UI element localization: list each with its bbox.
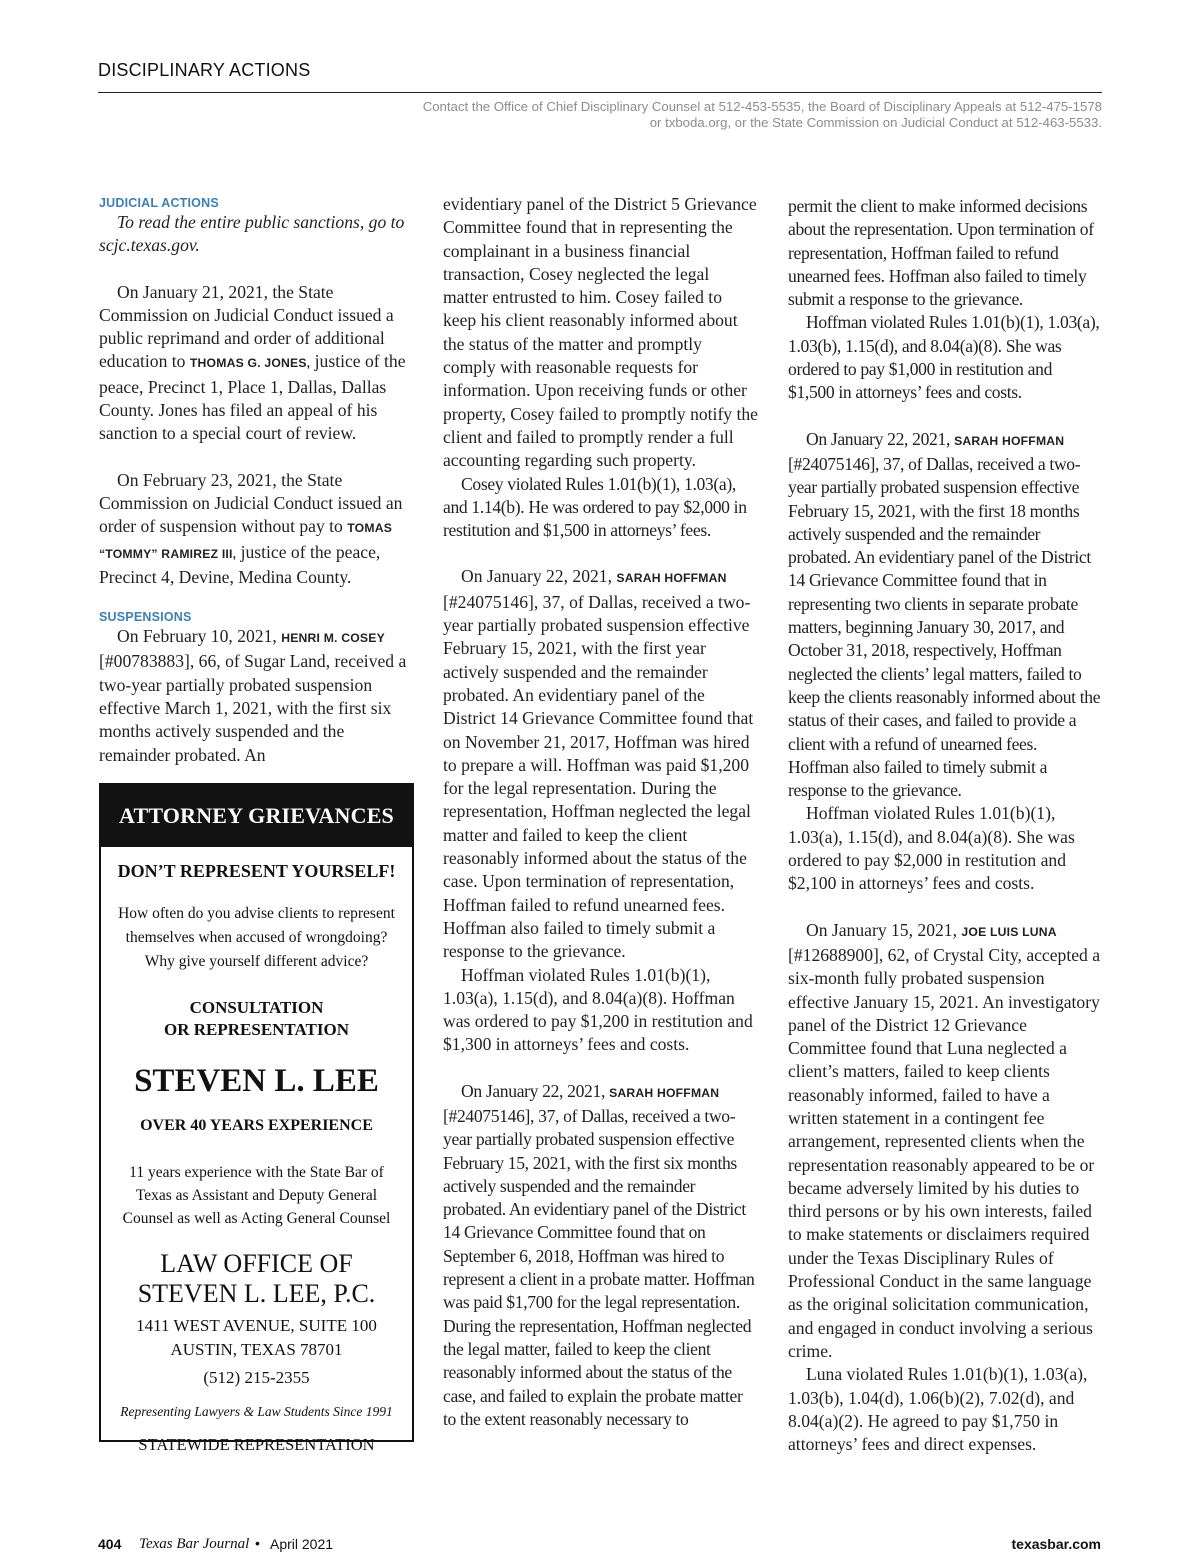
respondent-name: SARAH HOFFMAN xyxy=(954,433,1065,448)
column-middle xyxy=(443,193,758,1431)
ad-bio: 11 years experience with the State Bar of Texas as Assistant and Deputy General Counsel as well as Acting General Counsel xyxy=(122,1164,391,1227)
hoffman-continued: permit the client to make informed decisions about the representation. Upon termination of representation, Hoffman failed to refund unearned fees. Hoffman also failed to timely submit a response to the grievance. xyxy=(788,196,1094,310)
contact-info xyxy=(202,99,1102,131)
hoffman-violations-1: Hoffman violated Rules 1.01(b)(1), 1.03(a), 1.15(d), and 8.04(a)(8). Hoffman was ordered to pay $1,200 in restitution and $1,300 in attorneys’ fees and costs. xyxy=(443,964,753,1055)
respondent-name: JOE LUIS LUNA xyxy=(961,924,1057,939)
ad-services: CONSULTATION OR REPRESENTATION xyxy=(164,998,349,1039)
footer-bullet: • xyxy=(255,1535,260,1551)
respondent-name: TOMAS “TOMMY” RAMIREZ III, xyxy=(99,521,393,561)
respondent-name: THOMAS G. JONES, xyxy=(189,356,311,371)
ad-address: 1411 WEST AVENUE, SUITE 100 AUSTIN, TEXAS 78701 xyxy=(136,1316,377,1359)
luna-violations: Luna violated Rules 1.01(b)(1), 1.03(a), 1.03(b), 1.04(d), 1.06(b)(2), 7.02(d), and 8.04(a)(2). He agreed to pay $1,750 in attorneys’ fees and direct expenses. xyxy=(788,1364,1088,1455)
ad-question: How often do you advise clients to represent themselves when accused of wrongdoing? Why give yourself different advice? xyxy=(118,905,395,970)
ad-coverage: STATEWIDE REPRESENTATION xyxy=(138,1435,375,1454)
page-number: 404 xyxy=(98,1536,122,1552)
hoffman-violations-2: Hoffman violated Rules 1.01(b)(1), 1.03(a), 1.03(b), 1.15(d), and 8.04(a)(8). She was ordered to pay $1,000 in restitution and $1,500 in attorneys’ fees and costs. xyxy=(788,312,1100,403)
ad-slogan: Representing Lawyers & Law Students Since 1991 xyxy=(120,1404,393,1419)
contact-line: Contact the Office of Chief Disciplinary Counsel at 512-453-5535, the Board of Disciplinary Appeals at 512-475-1578 xyxy=(422,99,1102,114)
issue-date: April 2021 xyxy=(270,1536,334,1552)
respondent-name: HENRI M. COSEY xyxy=(281,631,385,646)
hoffman-violations-3: Hoffman violated Rules 1.01(b)(1), 1.03(a), 1.15(d), and 8.04(a)(8). She was ordered to pay $2,000 in restitution and $2,100 in attorneys’ fees and costs. xyxy=(788,803,1075,894)
ad-attorney-name: STEVEN L. LEE xyxy=(134,1063,379,1099)
hoffman-paragraph-1: On January 22, 2021, SARAH HOFFMAN [#24075146], 37, of Dallas, received a two-year partially probated suspension effective February 15, 2021, with the first year actively suspended and the remainder probated. An evidentiary panel of the District 14 Grievance Committee found that on November 21, 2017, Hoffman was hired to prepare a will. Hoffman was paid $1,200 for the legal representation. During the representation, Hoffman neglected the legal matter and failed to keep the client reasonably informed about the status of the case. Upon termination of representation, Hoffman failed to refund unearned fees. Hoffman also failed to timely submit a response to the grievance. xyxy=(443,566,754,962)
column-left xyxy=(99,195,413,767)
ad-experience: OVER 40 YEARS EXPERIENCE xyxy=(140,1117,373,1134)
journal-name: Texas Bar Journal xyxy=(139,1536,250,1552)
section-title: DISCIPLINARY ACTIONS xyxy=(98,60,311,80)
ad-phone: (512) 215-2355 xyxy=(203,1368,310,1387)
column-right xyxy=(788,195,1101,1456)
ad-firm-name: LAW OFFICE OF STEVEN L. LEE, P.C. xyxy=(137,1249,376,1308)
contact-line: or txboda.org, or the State Commission on Judicial Conduct at 512-463-5533. xyxy=(649,115,1102,130)
hoffman-paragraph-3: On January 22, 2021, SARAH HOFFMAN [#24075146], 37, of Dallas, received a two-year partially probated suspension effective February 15, 2021, with the first 18 months actively suspended and the remainder probated. An evidentiary panel of the District 14 Grievance Committee found that in representing two clients in separate probate matters, beginning January 30, 2017, and October 31, 2018, respectively, Hoffman neglected the clients’ legal matters, failed to keep the clients reasonably informed about the status of their cases, and failed to provide a client with a refund of unearned fees. Hoffman also failed to timely submit a response to the grievance. xyxy=(788,428,1101,801)
luna-paragraph: On January 15, 2021, JOE LUIS LUNA [#12688900], 62, of Crystal City, accepted a six-month fully probated suspension effective January 15, 2021. An investigatory panel of the District 12 Grievance Committee found that Luna neglected a client’s matters, failed to keep clients reasonably informed, failed to have a written statement in a contingent fee arrangement, represented clients when the representation reasonably appeared to be or became adversely limited by his duties to third persons or by his own interests, failed to make statements or disclaimers required under the Texas Disciplinary Rules of Professional Conduct in the same language as the original solicitation communication, and engaged in conduct involving a serious crime. xyxy=(788,919,1101,1361)
cosey-violations: Cosey violated Rules 1.01(b)(1), 1.03(a), and 1.14(b). He was ordered to pay $2,000 in restitution and $1,500 in attorneys’ fees. xyxy=(443,473,747,541)
header-rule xyxy=(98,92,1102,93)
website-link[interactable]: texasbar.com xyxy=(1011,1536,1101,1552)
attorney-grievances-ad xyxy=(99,783,414,1454)
cosey-paragraph: On February 10, 2021, HENRI M. COSEY [#00783883], 66, of Sugar Land, received a two-year partially probated suspension effective March 1, 2021, with the first six months actively suspended and the remainder probated. An xyxy=(99,626,407,765)
ad-header: ATTORNEY GRIEVANCES xyxy=(101,785,412,847)
hoffman-paragraph-2: On January 22, 2021, SARAH HOFFMAN [#24075146], 37, of Dallas, received a two-year partially probated suspension effective February 15, 2021, with the first six months actively suspended and the remainder probated. An evidentiary panel of the District 14 Grievance Committee found that on September 6, 2018, Hoffman was hired to represent a client in a probate matter. Hoffman was paid $1,700 for the legal representation. During the representation, Hoffman neglected the legal matter, failed to keep the client reasonably informed about the status of the case, and failed to explain the probate matter to the extent reasonably necessary to xyxy=(443,1080,755,1429)
judicial-intro: To read the entire public sanctions, go to scjc.texas.gov. xyxy=(99,212,405,256)
respondent-name: SARAH HOFFMAN xyxy=(616,571,727,586)
jones-paragraph: On January 21, 2021, the State Commission on Judicial Conduct issued a public reprimand and order of additional education to THOMAS G. JONES, justice of the peace, Precinct 1, Place 1, Dallas, Dallas County. Jones has filed an appeal of his sanction to a special court of review. xyxy=(99,281,406,444)
cosey-continued: evidentiary panel of the District 5 Grievance Committee found that in representing the complainant in a business financial transaction, Cosey neglected the legal matter entrusted to him. Cosey failed to keep his client reasonably informed about the status of the matter and promptly comply with reasonable requests for information. Upon receiving funds or other property, Cosey failed to promptly notify the client and failed to promptly render a full accounting regarding such property. xyxy=(443,194,758,471)
ramirez-paragraph: On February 23, 2021, the State Commission on Judicial Conduct issued an order of suspension without pay to TOMAS “TOMMY” RAMIREZ III, justice of the peace, Precinct 4, Devine, Medina County. xyxy=(99,469,403,587)
judicial-actions-heading: JUDICIAL ACTIONS xyxy=(99,196,219,210)
respondent-name: SARAH HOFFMAN xyxy=(609,1085,720,1100)
ad-tagline: DON’T REPRESENT YOURSELF! xyxy=(117,861,396,881)
suspensions-heading: SUSPENSIONS xyxy=(99,610,192,625)
